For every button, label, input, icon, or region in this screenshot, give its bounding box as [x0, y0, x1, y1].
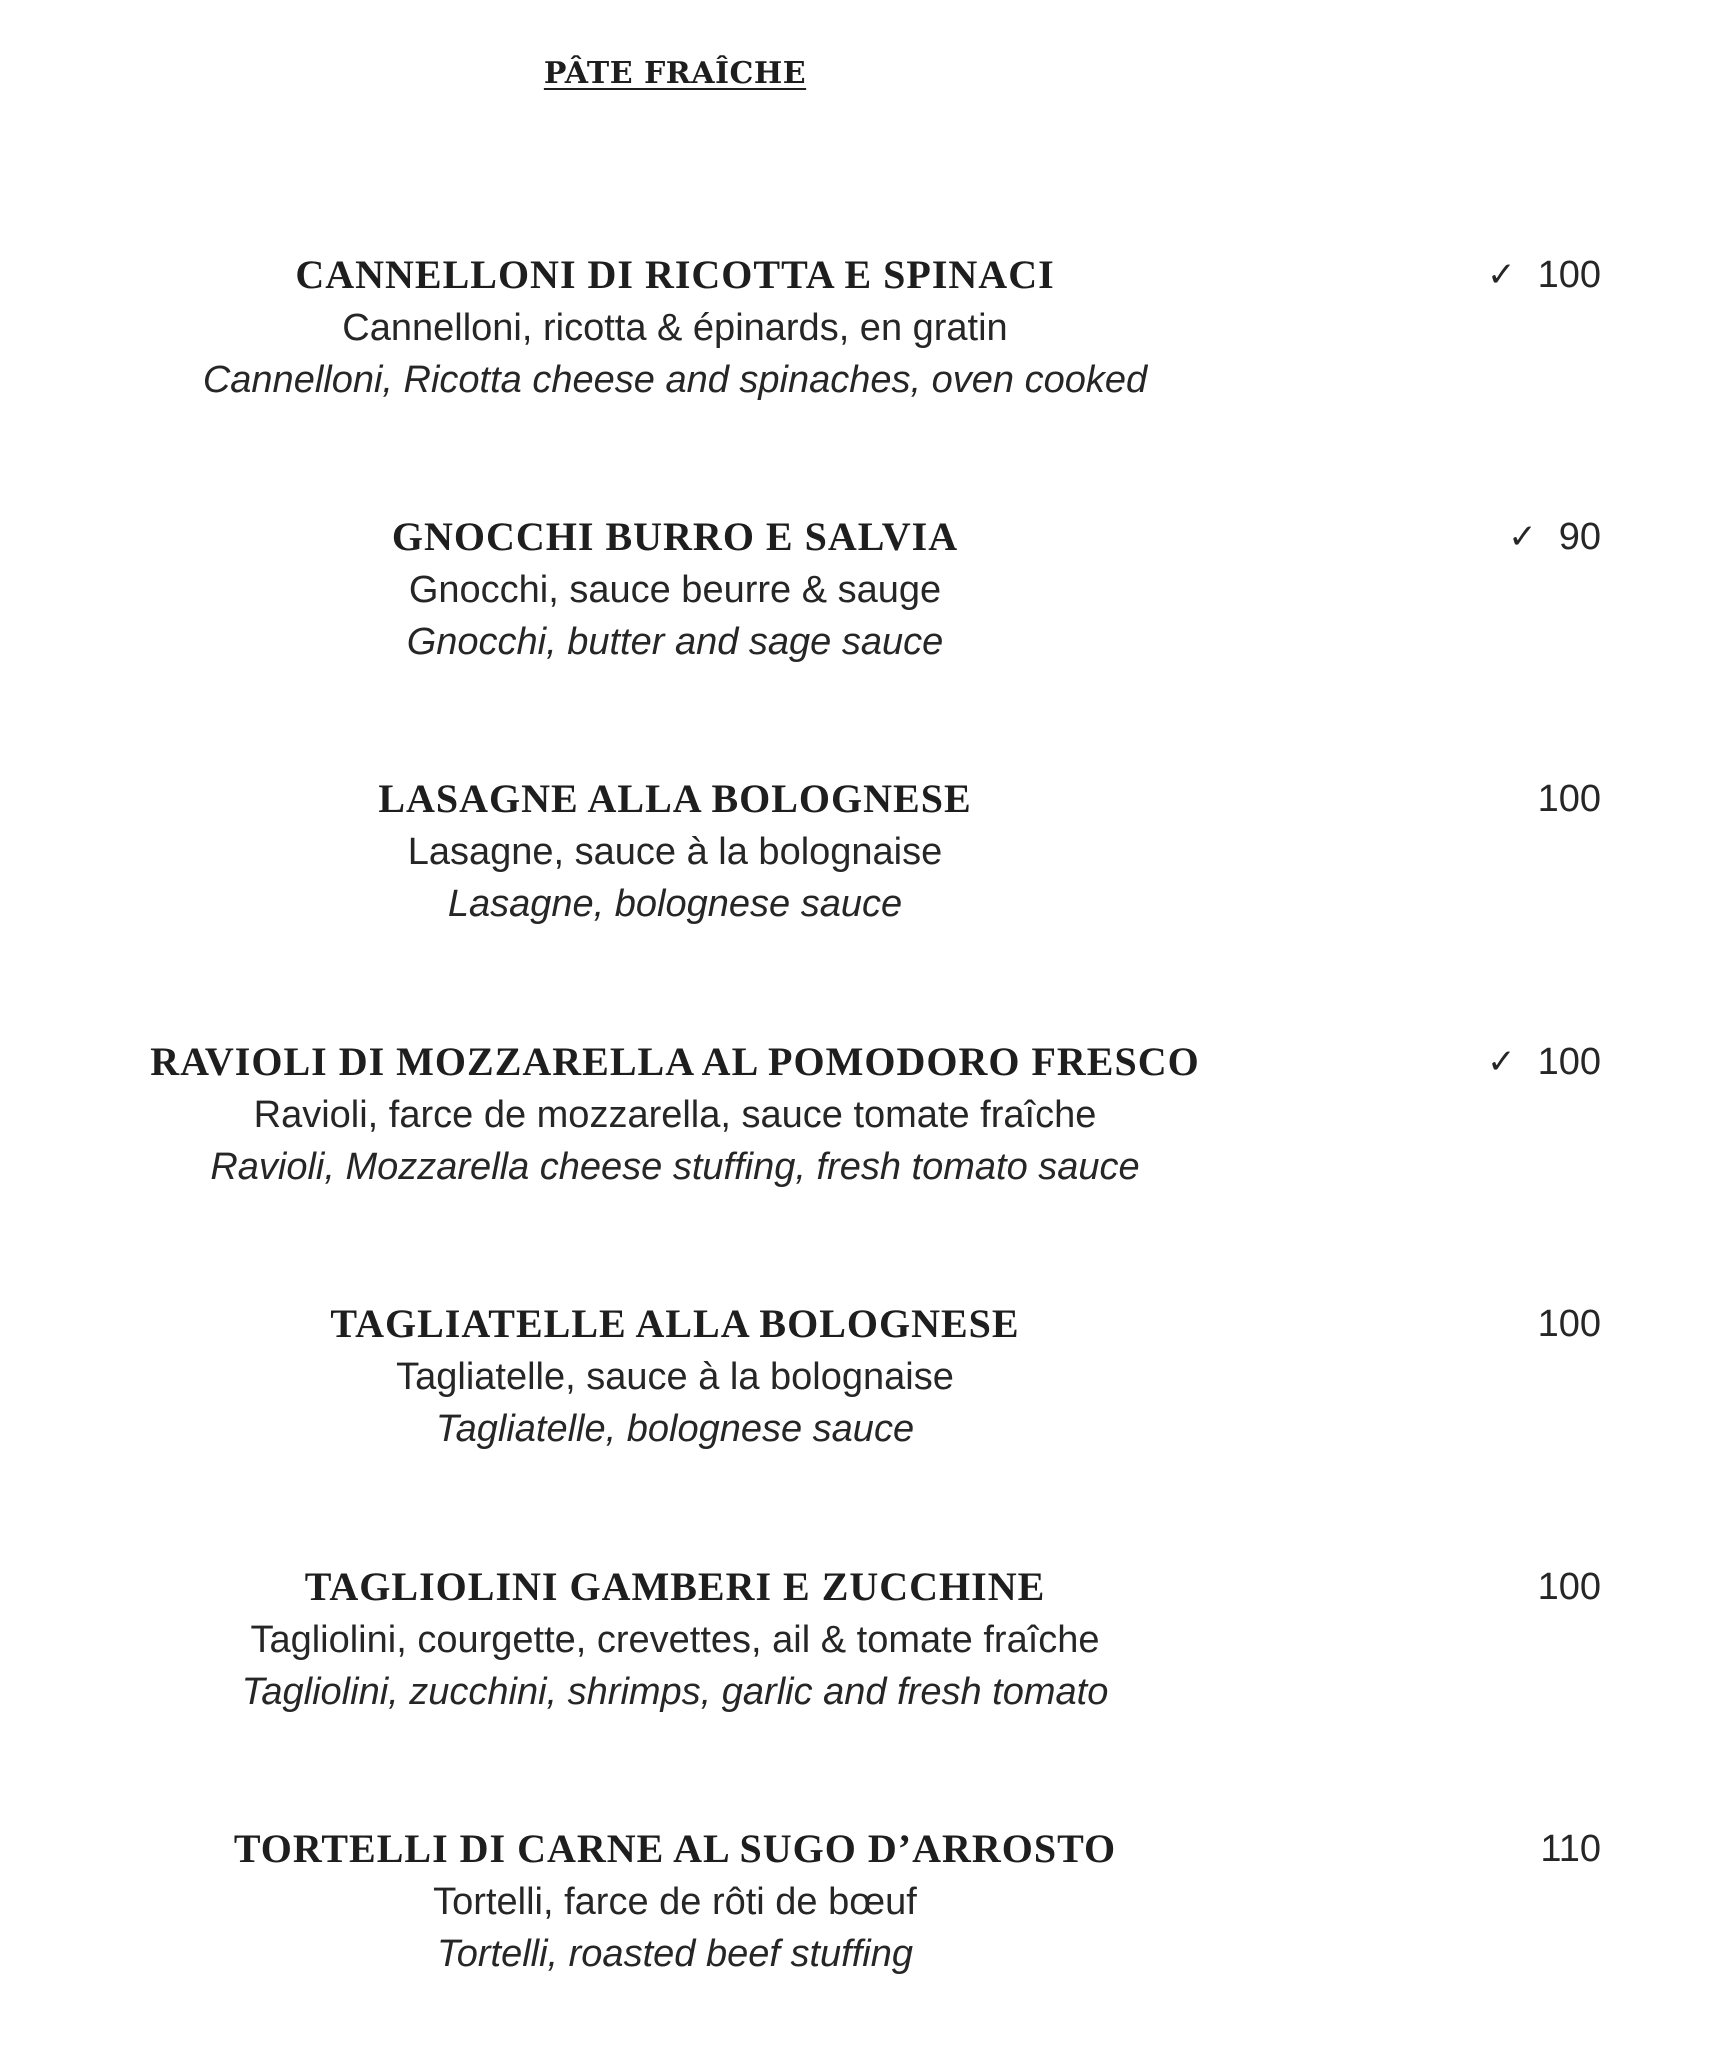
vegetarian-check-icon: ✓: [1487, 1042, 1516, 1082]
dish-description-french: Lasagne, sauce à la bolognaise: [407, 831, 943, 873]
dish-description-english: Gnocchi, butter and sage sauce: [406, 621, 944, 663]
dish-description-english: Tagliolini, zucchini, shrimps, garlic and fresh tomato: [241, 1671, 1109, 1713]
price-group: [1508, 510, 1601, 564]
dish-name: GNOCCHI BURRO E SALVIA: [391, 514, 959, 559]
dish-name: RAVIOLI DI MOZZARELLA AL POMODORO FRESCO: [150, 1039, 1200, 1084]
price-group: [1538, 1560, 1601, 1614]
menu-item: [0, 1822, 1709, 2012]
dish-price: 110: [1540, 1827, 1601, 1870]
dish-price: 100: [1537, 1040, 1601, 1083]
dish-description-french: Tortelli, farce de rôti de bœuf: [433, 1881, 917, 1923]
menu-item-text: [0, 1035, 1350, 1193]
dish-description-english: Ravioli, Mozzarella cheese stuffing, fresh tomato sauce: [210, 1146, 1140, 1188]
menu-item: [0, 1297, 1709, 1487]
dish-description-french: Gnocchi, sauce beurre & sauge: [408, 569, 942, 611]
menu-item-text: [0, 510, 1350, 668]
dish-description-french: Cannelloni, ricotta & épinards, en gratin: [342, 307, 1008, 349]
dish-name: TORTELLI DI CARNE AL SUGO D’ARROSTO: [233, 1826, 1117, 1871]
dish-description-english: Tortelli, roasted beef stuffing: [437, 1933, 913, 1975]
menu-item-text: [0, 1297, 1350, 1455]
dish-description-french: Tagliatelle, sauce à la bolognaise: [396, 1356, 954, 1398]
vegetarian-check-icon: ✓: [1487, 255, 1516, 295]
menu-item-text: [0, 248, 1350, 406]
dish-name: TAGLIATELLE ALLA BOLOGNESE: [330, 1301, 1020, 1346]
dish-name: CANNELLONI DI RICOTTA E SPINACI: [295, 252, 1055, 297]
section-title: PÂTE FRAÎCHE: [543, 56, 807, 91]
price-group: [1540, 1822, 1601, 1876]
menu-item: [0, 1560, 1709, 1750]
menu-item: [0, 772, 1709, 962]
dish-description-english: Tagliatelle, bolognese sauce: [435, 1408, 915, 1450]
dish-description-english: Lasagne, bolognese sauce: [447, 883, 903, 925]
menu-item-text: [0, 772, 1350, 930]
dish-price: 100: [1537, 1302, 1601, 1345]
dish-description-french: Ravioli, farce de mozzarella, sauce tomate fraîche: [253, 1094, 1097, 1136]
vegetarian-check-icon: ✓: [1508, 517, 1537, 557]
menu-item: [0, 1035, 1709, 1225]
price-group: [1538, 1297, 1601, 1351]
menu-item: [0, 510, 1709, 700]
price-group: [1538, 772, 1601, 826]
dish-price: 100: [1537, 1565, 1601, 1608]
dish-price: 100: [1537, 777, 1601, 820]
price-group: [1487, 1035, 1601, 1089]
dish-price: 100: [1537, 253, 1601, 296]
price-group: [1487, 248, 1601, 302]
dish-description-french: Tagliolini, courgette, crevettes, ail & tomate fraîche: [250, 1619, 1100, 1661]
dish-name: LASAGNE ALLA BOLOGNESE: [378, 776, 972, 821]
menu-item-text: [0, 1560, 1350, 1718]
dish-description-english: Cannelloni, Ricotta cheese and spinaches, oven cooked: [202, 359, 1148, 401]
dish-price: 90: [1558, 515, 1601, 558]
dish-name: TAGLIOLINI GAMBERI E ZUCCHINE: [304, 1564, 1046, 1609]
menu-item: [0, 248, 1709, 438]
menu-item-text: [0, 1822, 1350, 1980]
